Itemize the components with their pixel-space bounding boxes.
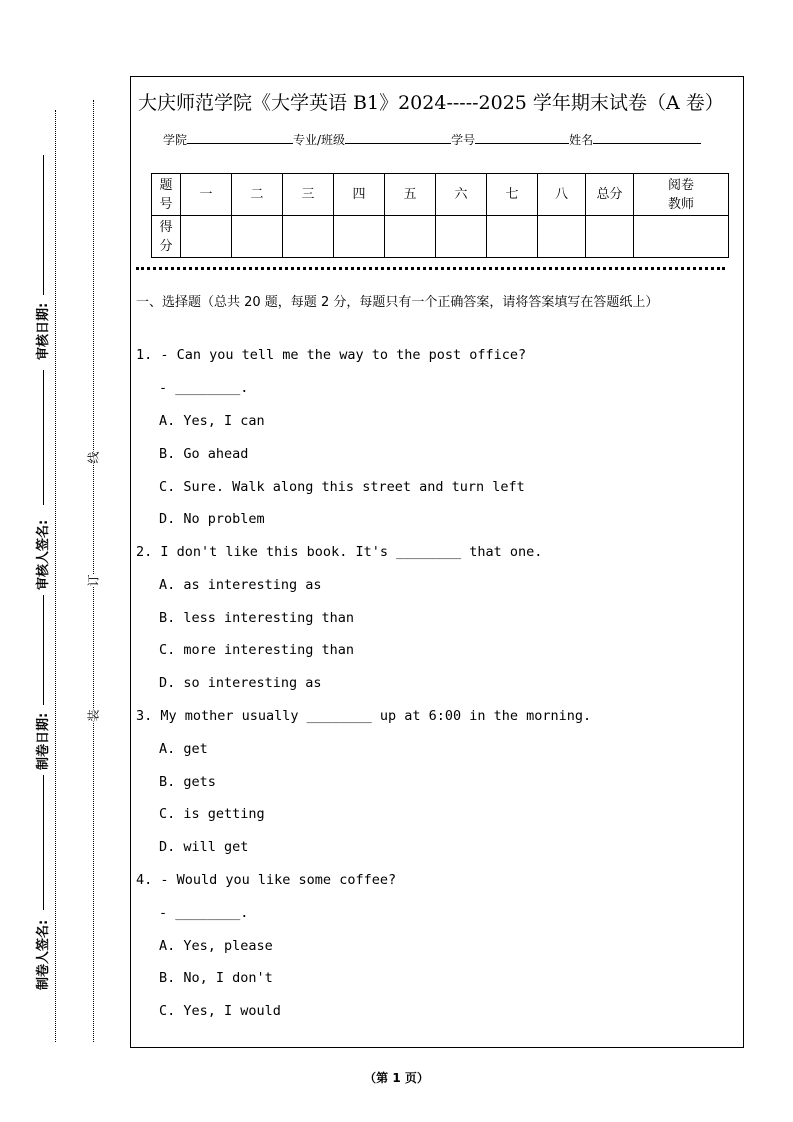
student-no-blank[interactable] <box>475 131 569 144</box>
score-cell-reviewer[interactable] <box>634 216 729 258</box>
student-no-label: 学号 <box>451 133 476 147</box>
college-blank[interactable] <box>187 131 293 144</box>
q2-option-a[interactable]: A. as interesting as <box>159 577 322 593</box>
make-date-line <box>43 595 44 705</box>
q3-option-d[interactable]: D. will get <box>159 839 249 855</box>
q1-stem: 1. - Can you tell me the way to the post office? <box>136 347 527 363</box>
score-cell-3[interactable] <box>283 216 334 258</box>
q2-option-b[interactable]: B. less interesting than <box>159 610 355 626</box>
page-number: （第 1 页） <box>364 1071 429 1085</box>
col-5: 五 <box>385 174 436 216</box>
q1-option-b[interactable]: B. Go ahead <box>159 446 249 462</box>
student-info-row <box>163 131 701 148</box>
college-label: 学院 <box>163 133 188 147</box>
score-label-cell: 得 分 <box>152 216 181 258</box>
col-4: 四 <box>334 174 385 216</box>
q1-reply: - ________. <box>159 380 249 396</box>
major-class-label: 专业/班级 <box>293 133 346 147</box>
q4-option-b[interactable]: B. No, I don't <box>159 970 273 986</box>
make-date-label: 制卷日期: <box>36 712 51 770</box>
bind-install-char: 装 <box>86 709 101 722</box>
score-table <box>151 173 729 258</box>
section-1-instruction: 一、选择题（总共 20 题，每题 2 分，每题只有一个正确答案，请将答案填写在答题纸上） <box>136 295 659 310</box>
reviewer-sign-label: 审核人签名: <box>36 519 51 590</box>
header-label-cell: 题 号 <box>152 174 181 216</box>
score-cell-2[interactable] <box>232 216 283 258</box>
dotted-separator <box>136 267 725 270</box>
name-label: 姓名 <box>569 133 594 147</box>
name-blank[interactable] <box>593 131 701 144</box>
review-date-label: 审核日期: <box>36 302 51 360</box>
bind-order-char: 订 <box>86 574 101 587</box>
col-1: 一 <box>181 174 232 216</box>
col-7: 七 <box>487 174 538 216</box>
outer-dotted-line <box>55 110 56 1042</box>
q1-option-d[interactable]: D. No problem <box>159 511 265 527</box>
score-cell-total[interactable] <box>586 216 634 258</box>
q2-option-d[interactable]: D. so interesting as <box>159 675 322 691</box>
inner-dotted-line <box>93 100 94 1042</box>
q2-option-c[interactable]: C. more interesting than <box>159 642 355 658</box>
reviewer-sign-line <box>43 370 44 505</box>
score-cell-4[interactable] <box>334 216 385 258</box>
score-table-header-row <box>152 174 729 216</box>
q4-option-a[interactable]: A. Yes, please <box>159 938 273 954</box>
score-cell-8[interactable] <box>538 216 586 258</box>
score-cell-7[interactable] <box>487 216 538 258</box>
q1-option-c[interactable]: C. Sure. Walk along this street and turn left <box>159 479 525 495</box>
col-3: 三 <box>283 174 334 216</box>
col-reviewer: 阅卷 教师 <box>634 174 729 216</box>
bind-line-char: 线 <box>86 451 101 464</box>
review-date-line <box>43 155 44 295</box>
maker-sign-label: 制卷人签名: <box>36 919 51 990</box>
col-8: 八 <box>538 174 586 216</box>
score-table-score-row <box>152 216 729 258</box>
q3-option-b[interactable]: B. gets <box>159 774 216 790</box>
major-class-blank[interactable] <box>345 131 451 144</box>
q1-option-a[interactable]: A. Yes, I can <box>159 413 265 429</box>
exam-title: 大庆师范学院《大学英语 B1》2024-----2025 学年期末试卷（A 卷） <box>138 92 724 114</box>
score-cell-6[interactable] <box>436 216 487 258</box>
q4-stem: 4. - Would you like some coffee? <box>136 872 397 888</box>
col-6: 六 <box>436 174 487 216</box>
q4-reply: - ________. <box>159 905 249 921</box>
q4-option-c[interactable]: C. Yes, I would <box>159 1003 281 1019</box>
q3-option-a[interactable]: A. get <box>159 741 208 757</box>
score-cell-1[interactable] <box>181 216 232 258</box>
q3-option-c[interactable]: C. is getting <box>159 806 265 822</box>
col-total: 总分 <box>586 174 634 216</box>
col-2: 二 <box>232 174 283 216</box>
q2-stem: 2. I don't like this book. It's ________ that one. <box>136 544 543 560</box>
score-cell-5[interactable] <box>385 216 436 258</box>
q3-stem: 3. My mother usually ________ up at 6:00 in the morning. <box>136 708 592 724</box>
maker-sign-line <box>43 775 44 910</box>
